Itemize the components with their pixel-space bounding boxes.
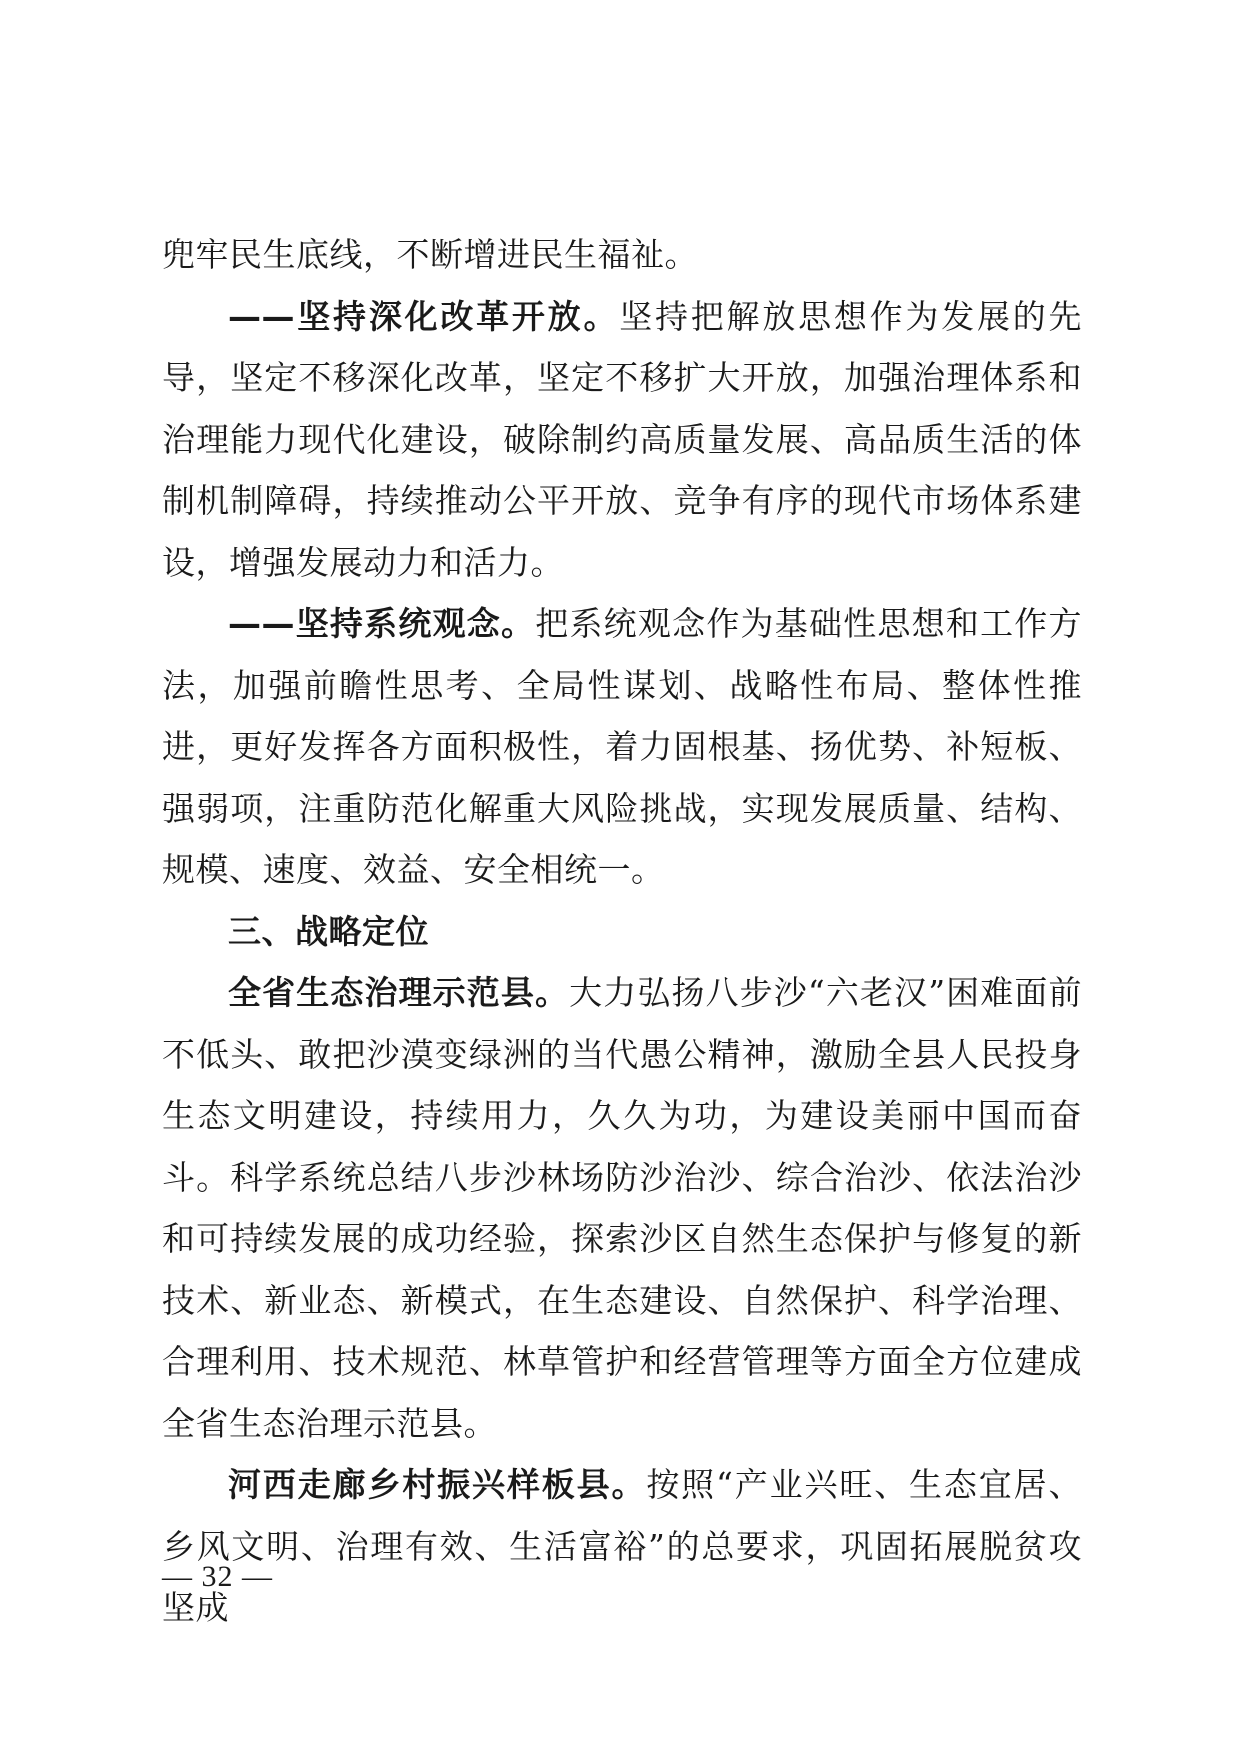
paragraph-text: 大力弘扬八步沙“六老汉”困难面前不低头、敢把沙漠变绿洲的当代愚公精神，激励全县人民投身生态文明建设，持续用力，久久为功，为建设美丽中国而奋斗。科学系统总结八步沙林场防沙治沙、综合治沙、依法治沙和可持续发展的成功经验，探索沙区自然生态保护与修复的新技术、新业态、新模式，在生态建设、自然保护、科学治理、合理利用、技术规范、林草管护和经营管理等方面全方位建成全省生态治理示范县。 <box>162 973 1083 1443</box>
paragraph-lead: 河西走廊乡村振兴样板县。 <box>228 1465 647 1504</box>
paragraph-ecological-demo <box>162 962 1082 1454</box>
paragraph-rural-revitalization <box>162 1454 1082 1639</box>
paragraph-system-concept <box>162 593 1082 901</box>
document-body <box>162 224 1082 1639</box>
section-heading: 三、战略定位 <box>228 911 429 951</box>
paragraph-text: 按照“产业兴旺、生态宜居、乡风文明、治理有效、生活富裕”的总要求，巩固拓展脱贫攻坚成 <box>162 1465 1082 1627</box>
paragraph-text: 把系统观念作为基础性思想和工作方法，加强前瞻性思考、全局性谋划、战略性布局、整体性推进，更好发挥各方面积极性，着力固根基、扬优势、补短板、强弱项，注重防范化解重大风险挑战，实现发展质量、结构、规模、速度、效益、安全相统一。 <box>162 604 1083 889</box>
paragraph-continuation <box>162 224 1082 286</box>
paragraph-lead: ——坚持系统观念。 <box>228 604 536 643</box>
paragraph-lead: 全省生态治理示范县。 <box>228 973 570 1012</box>
paragraph-deepen-reform <box>162 286 1082 594</box>
paragraph-lead: ——坚持深化改革开放。 <box>228 296 620 336</box>
paragraph-text: 坚持把解放思想作为发展的先导，坚定不移深化改革，坚定不移扩大开放，加强治理体系和治理能力现代化建设，破除制约高质量发展、高品质生活的体制机制障碍，持续推动公平开放、竞争有序的现代市场体系建设，增强发展动力和活力。 <box>162 296 1083 582</box>
paragraph-text: 兜牢民生底线，不断增进民生福祉。 <box>162 235 698 274</box>
page-number: — 32 — <box>162 1560 273 1593</box>
